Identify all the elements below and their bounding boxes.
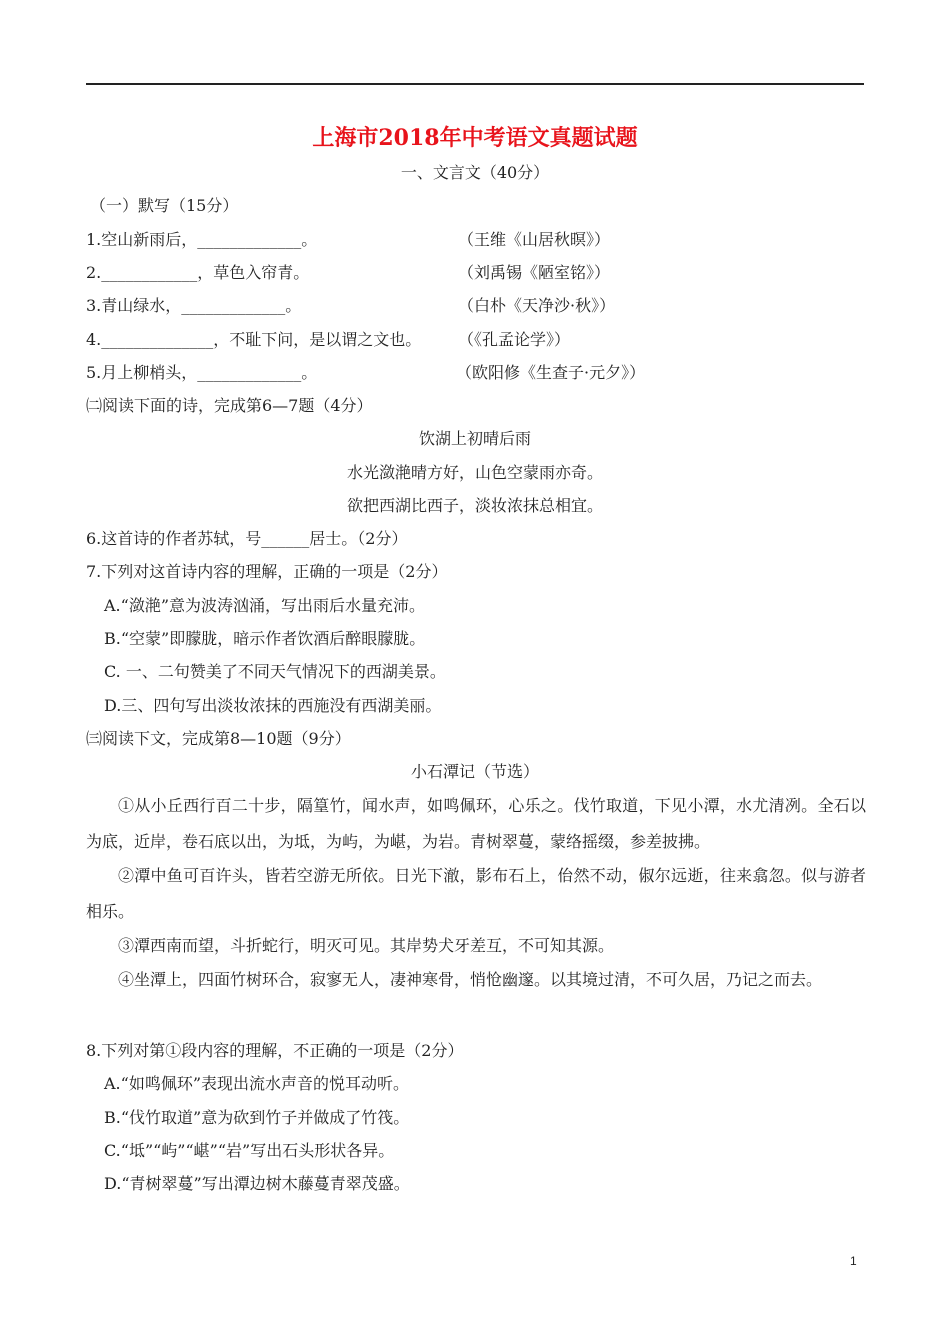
header-rule bbox=[86, 83, 864, 85]
part2-heading: ㈡阅读下面的诗，完成第6—7题（4分） bbox=[86, 396, 373, 415]
question-7-option-d: D.三、四句写出淡妆浓抹的西施没有西湖美丽。 bbox=[104, 696, 442, 715]
poem-title: 饮湖上初晴后雨 bbox=[418, 429, 531, 448]
question-2: 2.____________，草色入帘青。 bbox=[86, 263, 310, 282]
poem-line-2: 欲把西湖比西子，淡妆浓抹总相宜。 bbox=[346, 496, 603, 515]
question-4-source: （《孔孟论学》） bbox=[458, 330, 571, 349]
question-8-option-c: C.“坻”“屿”“嵁”“岩”写出石头形状各异。 bbox=[104, 1141, 395, 1160]
question-4: 4.______________，不耻下问，是以谓之文也。 bbox=[86, 330, 422, 349]
question-2-source: （刘禹锡《陋室铭》） bbox=[458, 263, 611, 282]
poem-line-1: 水光潋滟晴方好，山色空蒙雨亦奇。 bbox=[346, 463, 603, 482]
question-1: 1.空山新雨后，_____________。 bbox=[86, 230, 318, 249]
page-number: 1 bbox=[850, 1254, 857, 1268]
part3-heading: ㈢阅读下文，完成第8—10题（9分） bbox=[86, 729, 351, 748]
question-7: 7.下列对这首诗内容的理解，正确的一项是（2分） bbox=[86, 562, 448, 581]
question-8-option-d: D.“青树翠蔓”写出潭边树木藤蔓青翠茂盛。 bbox=[104, 1174, 410, 1193]
section-heading: 一、文言文（40分） bbox=[400, 163, 550, 182]
question-5: 5.月上柳梢头，_____________。 bbox=[86, 363, 318, 382]
question-7-option-b: B.“空蒙”即朦胧，暗示作者饮酒后醉眼朦胧。 bbox=[104, 629, 426, 648]
question-7-option-a: A.“潋滟”意为波涛汹涌，写出雨后水量充沛。 bbox=[104, 596, 426, 615]
essay-paragraph-3: ③潭西南而望，斗折蛇行，明灭可见。其岸势犬牙差互，不可知其源。 bbox=[118, 936, 615, 955]
question-5-source: （欧阳修《生查子·元夕》） bbox=[456, 363, 646, 382]
page-title: 上海市2018年中考语文真题试题 bbox=[312, 125, 638, 151]
essay-title: 小石潭记（节选） bbox=[410, 762, 539, 781]
essay-paragraph-4: ④坐潭上，四面竹树环合，寂寥无人，凄神寒骨，悄怆幽邃。以其境过清，不可久居，乃记之而去。 bbox=[118, 970, 823, 989]
question-8: 8.下列对第①段内容的理解，不正确的一项是（2分） bbox=[86, 1041, 464, 1060]
question-3-source: （白朴《天净沙·秋》） bbox=[458, 296, 616, 315]
question-7-option-c: C. 一、二句赞美了不同天气情况下的西湖美景。 bbox=[104, 662, 446, 681]
essay-paragraph-2: ②潭中鱼可百许头，皆若空游无所依。日光下澈，影布石上，佁然不动，俶尔远逝，往来翕忽。似与游者相乐。 bbox=[86, 866, 866, 921]
essay-paragraph-1: ①从小丘西行百二十步，隔篁竹，闻水声，如鸣佩环，心乐之。伐竹取道，下见小潭，水尤清冽。全石以为底，近岸，卷石底以出，为坻，为屿，为嵁，为岩。青树翠蔓，蒙络摇缀，参差披拂。 bbox=[86, 796, 866, 851]
question-3: 3.青山绿水，_____________。 bbox=[86, 296, 302, 315]
question-8-option-a: A.“如鸣佩环”表现出流水声音的悦耳动听。 bbox=[104, 1074, 410, 1093]
question-1-source: （王维《山居秋暝》） bbox=[458, 230, 611, 249]
part1-heading: （一）默写（15分） bbox=[90, 196, 239, 215]
question-8-option-b: B.“伐竹取道”意为砍到竹子并做成了竹筏。 bbox=[104, 1108, 410, 1127]
question-6: 6.这首诗的作者苏轼，号______居士。（2分） bbox=[86, 529, 408, 548]
